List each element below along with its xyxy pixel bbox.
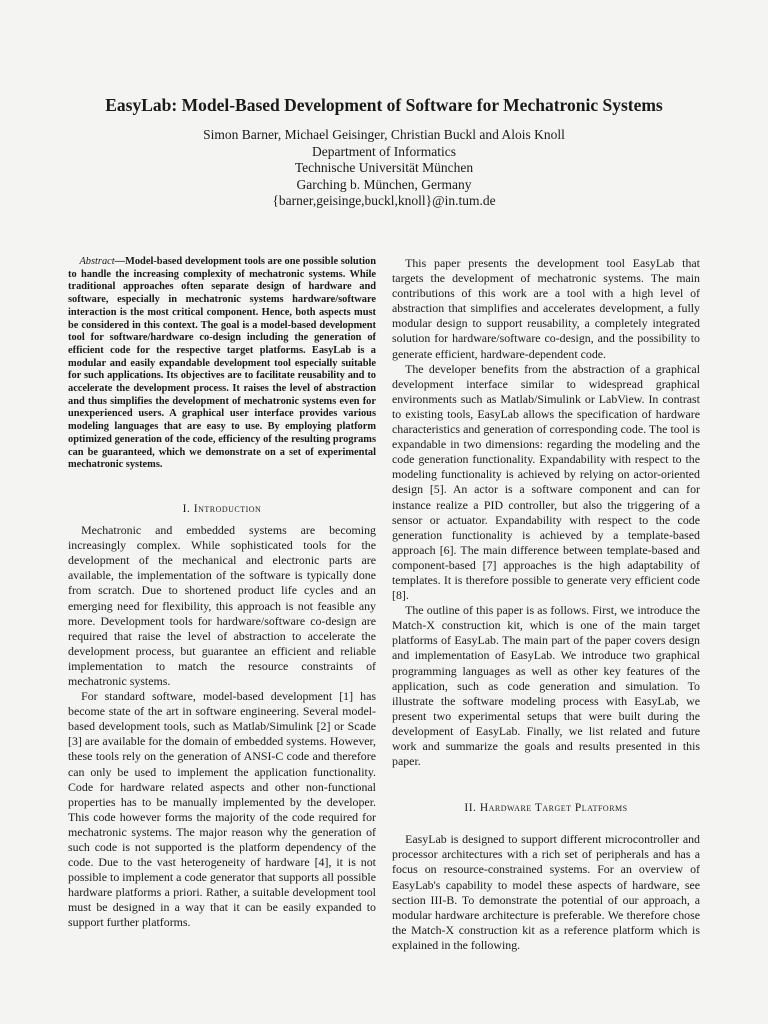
affiliation-university: Technische Universität München (294, 160, 474, 176)
paragraph: EasyLab is designed to support different microcontroller and processor architectures with a rich set of peripherals and has a focus on resource-constrained systems. For an overview of EasyLab's capability to model these aspects of hardware, see section III-B. To demonstrate the potential of our approach, a modular hardware architecture is preferable. We therefore chose the Match-X construction kit as a reference platform which is explained in the following. (392, 832, 700, 952)
section-number: I. (182, 502, 194, 515)
author-names: Simon Barner, Michael Geisinger, Christian Buckl and Alois Knoll (203, 127, 565, 142)
paragraph: This paper presents the development tool EasyLab that targets the development of mechatronic systems. The main contributions of this work are a tool with a high level of abstraction that simplifies and accelerates development, a fully modular design to support reusability, a completely integrated solution for hardware/software co-design, and the possibility to generate efficient, hardware-dependent code. (392, 256, 700, 361)
author-emails: {barner,geisinge,buckl,knoll}@in.tum.de (272, 193, 496, 209)
paper-title: EasyLab: Model-Based Development of Software for Mechatronic Systems (105, 95, 663, 115)
affiliation-location: Garching b. München, Germany (296, 176, 472, 192)
section-number: II. (464, 802, 480, 815)
abstract (68, 256, 376, 472)
affiliation-department: Department of Informatics (312, 143, 456, 159)
paragraph: The outline of this paper is as follows. First, we introduce the Match-X construction kit, which is one of the main target platforms of EasyLab. The main part of the paper covers design and implementation of EasyLab. We introduce two graphical programming languages as well as other key features of the application, such as code generation and simulation. To illustrate the software modeling process with EasyLab, we present two experimental setups that were built during the development of EasyLab. Finally, we list related and future work and summarize the goals and results presented in this paper. (392, 603, 700, 769)
section-title: Hardware Target Platforms (479, 802, 628, 815)
right-column (392, 256, 700, 953)
section-heading-hardware-target-platforms (392, 801, 700, 816)
author-block (100, 127, 668, 210)
abstract-label: Abstract (79, 256, 115, 267)
abstract-text: —Model-based development tools are one possible solution to handle the increasing complexity of mechatronic systems. While traditional approaches often separate design of hardware and software, especially in mechatronic systems hardware/software interaction is the most critical component. Hence, both aspects must be considered in this context. The goal is a model-based development tool for software/hardware co-design including the generation of efficient code for the respective target platforms. EasyLab is a modular and easily expandable development tool especially suitable for such applications. Its objectives are to facilitate reusability and to accelerate the development process. It raises the level of abstraction and thus simplifies the development of mechatronic systems even for unexperienced users. A graphical user interface provides various modeling languages that are easy to use. By employing platform optimized generation of the code, efficiency of the resulting programs can be guaranteed, which we demonstrate on a set of experimental mechatronic systems. (68, 256, 376, 471)
paragraph: Mechatronic and embedded systems are becoming increasingly complex. While sophisticated tools for the development of the mechanical and electronic parts are available, the implementation of the software is typically done from scratch. Due to shortened product life cycles and an emerging need for flexibility, this approach is not feasible any more. Development tools for hardware/software co-design are required that raise the level of abstraction to accelerate the development process, but guarantee an efficient and reliable implementation to match the resource constraints of mechatronic systems. (68, 523, 376, 688)
paragraph: The developer benefits from the abstraction of a graphical development interface similar to widespread graphical environments such as Matlab/Simulink or LabView. In contrast to existing tools, EasyLab allows the specification of hardware characteristics and generation of corresponding code. The tool is expandable in two dimensions: regarding the modeling and the code generation functionality. Expandability with respect to the modeling functionality is achieved by relying on actor-oriented design [5]. An actor is a software component and can for instance realize a PID controller, but also the triggering of a sensor or actuator. Expandability with respect to the code generation functionality is achieved by a template-based approach [6]. The main difference between template-based and component-based [7] approaches is the high adaptability of templates. It is therefore possible to generate very efficient code [8]. (392, 361, 700, 603)
section-heading-introduction (68, 502, 376, 517)
left-column (68, 256, 376, 931)
paragraph: For standard software, model-based development [1] has become state of the art in software engineering. Several model-based development tools, such as Matlab/Simulink [2] or Scade [3] are available for the domain of embedded systems. However, these tools rely on the generation of ANSI-C code and therefore can only be used to implement the application functionality. Code for hardware related aspects and other non-functional properties has to be manually implemented by the developer. This code however forms the majority of the code required for mechatronic systems. The major reason why the generation of such code is not supported is the platform dependency of the code. Due to the vast heterogeneity of hardware [4], it is not possible to implement a code generator that supports all possible hardware platforms a priori. Rather, a suitable development tool must be designed in a way that it can be easily expanded to support further platforms. (68, 689, 376, 930)
section-title: Introduction (193, 502, 262, 515)
